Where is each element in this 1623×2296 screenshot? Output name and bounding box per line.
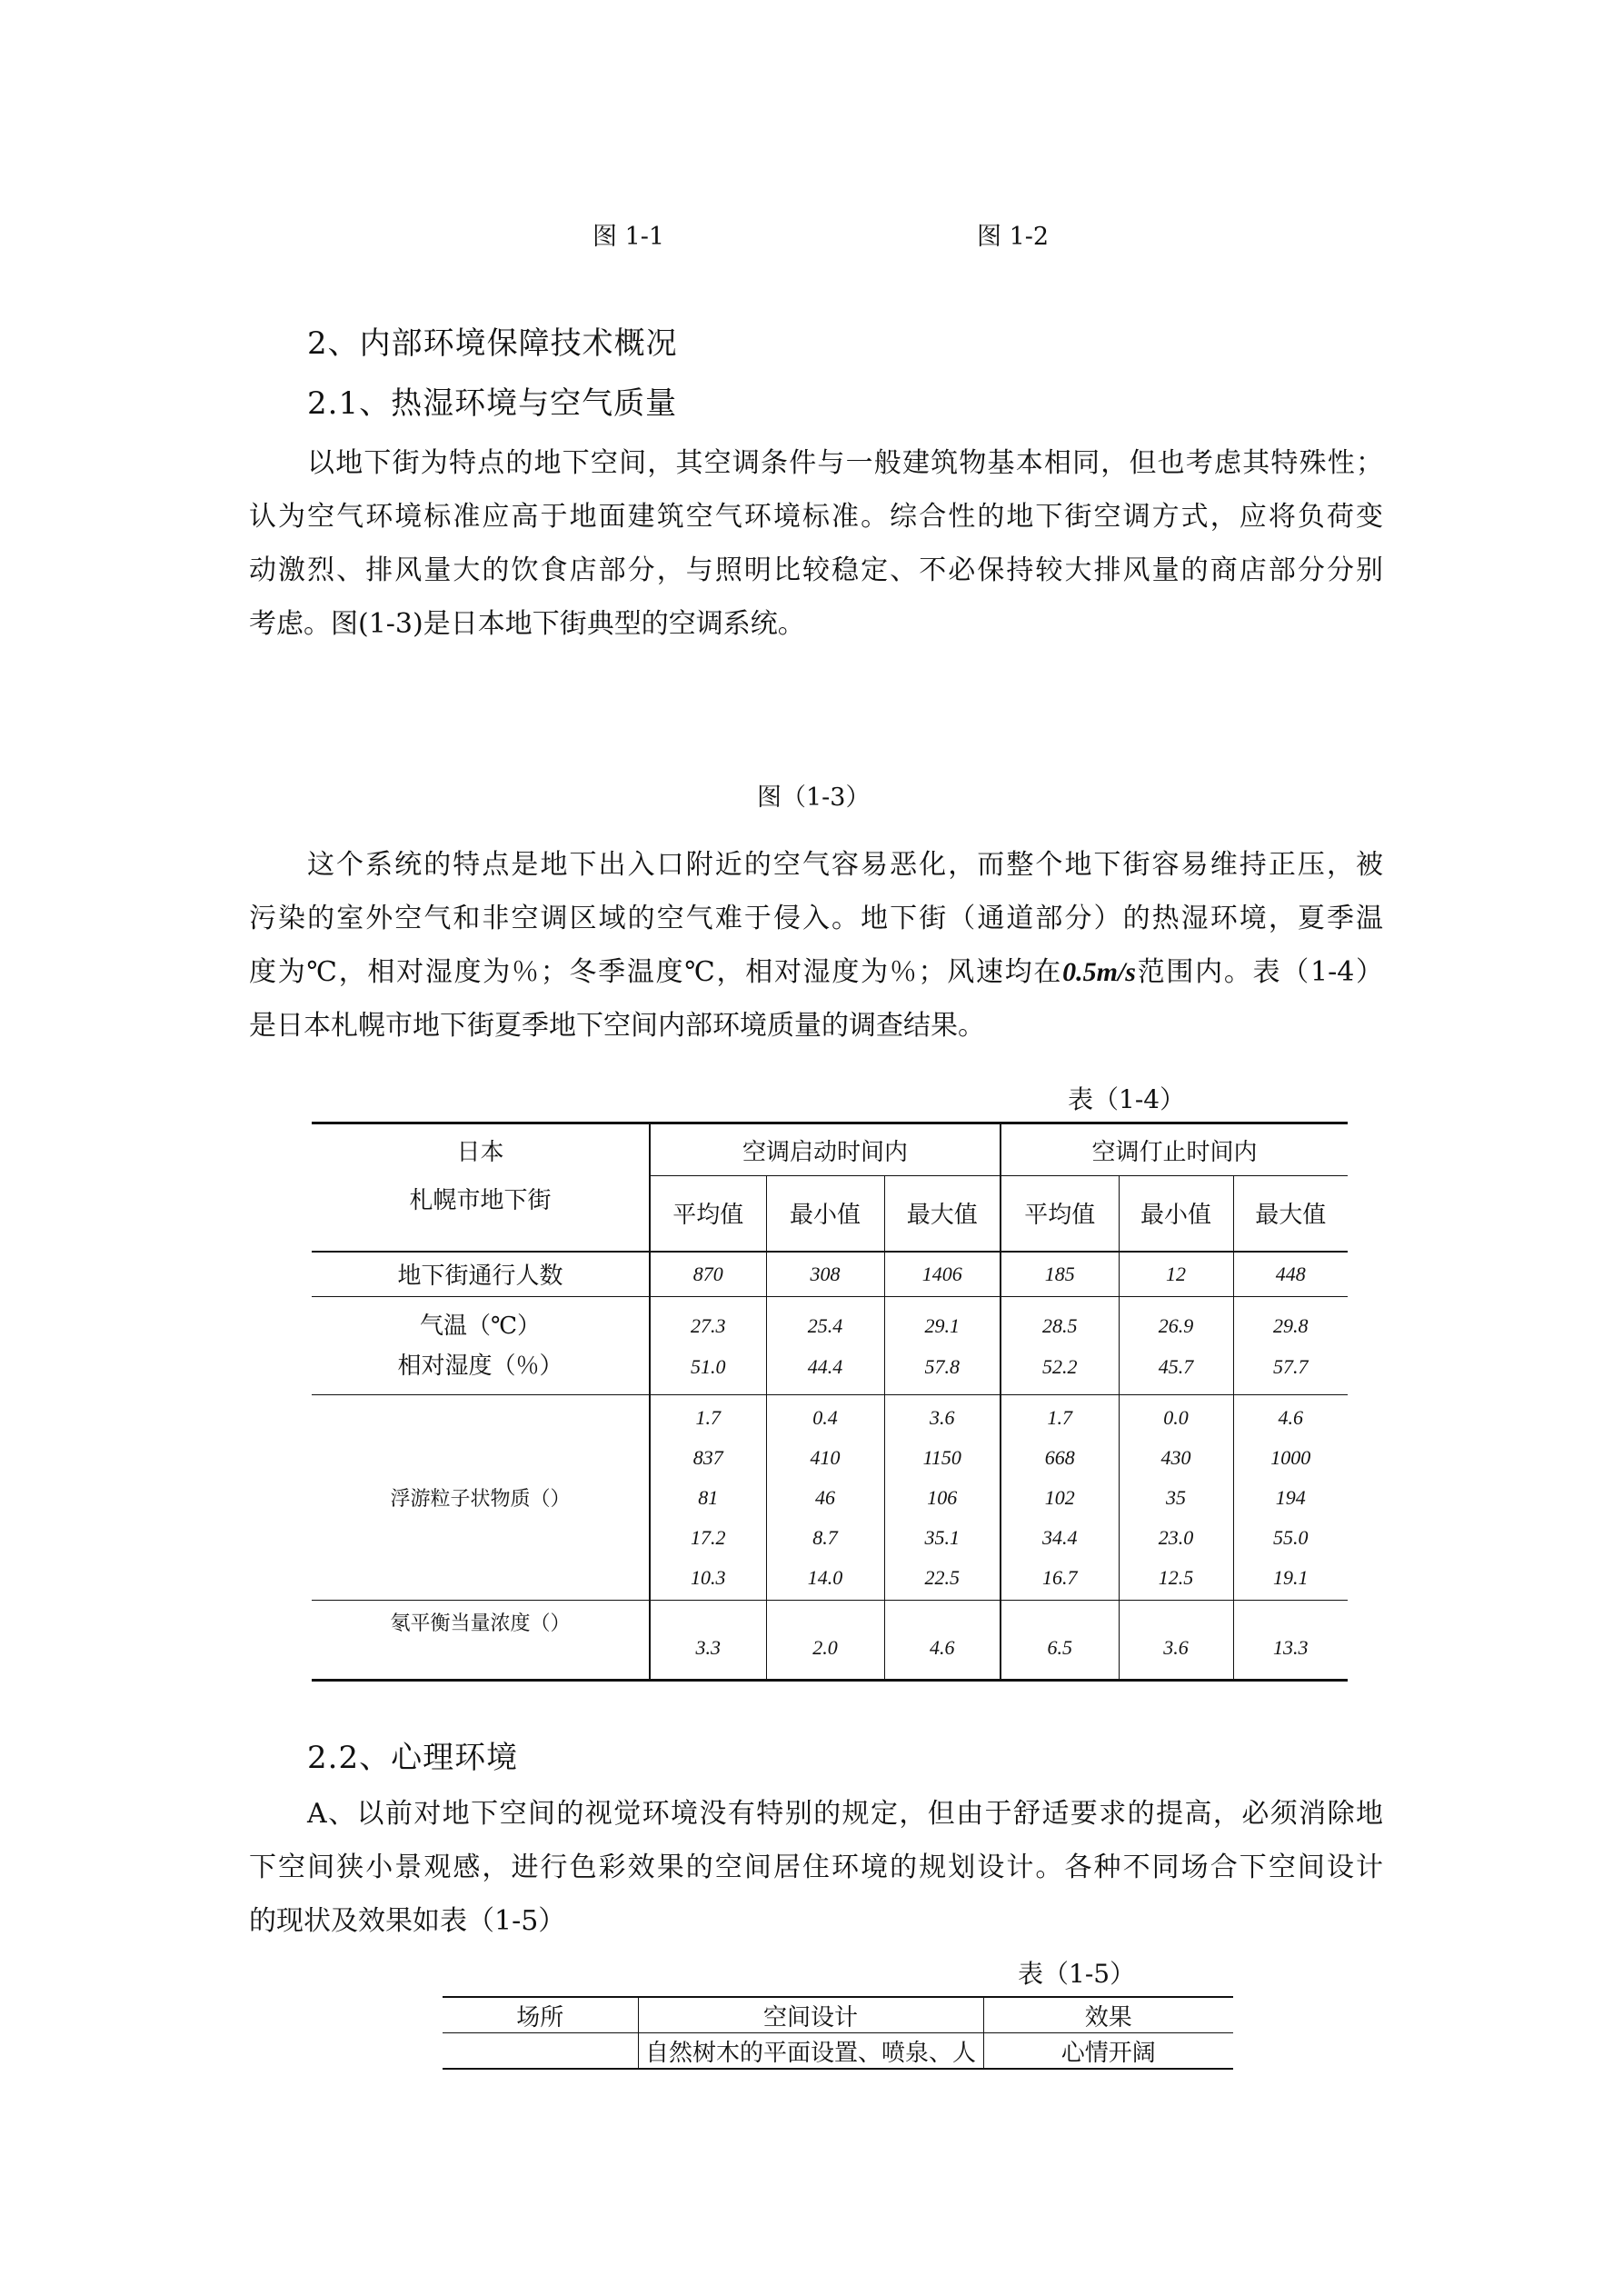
cell-value: 102 <box>1044 1485 1075 1509</box>
table-header-cell: 日本 <box>312 1123 650 1176</box>
cell-value: 410 <box>810 1445 841 1469</box>
text-line <box>249 945 1383 999</box>
table-row <box>312 1395 1348 1601</box>
table-cell <box>1119 1395 1233 1601</box>
text-line: 污染的室外空气和非空调区域的空气难于侵入。地下街（通道部分）的热湿环境，夏季温 <box>249 903 1383 934</box>
table-cell: 3.6 <box>1119 1601 1233 1681</box>
cell-value: 52.2 <box>1042 1354 1078 1378</box>
cell-value: 14.0 <box>807 1565 843 1589</box>
cell-value: 3.6 <box>930 1405 955 1429</box>
table-row <box>443 2033 1233 2070</box>
cell-value: 837 <box>692 1445 723 1469</box>
table-cell: 308 <box>766 1252 884 1297</box>
row-label: 浮游粒子状物质（） <box>312 1395 650 1601</box>
table-header-cell: 场所 <box>443 1997 638 2033</box>
cell-value: 1.7 <box>1047 1405 1072 1429</box>
text-line: 是日本札幌市地下街夏季地下空间内部环境质量的调查结果。 <box>249 1010 985 1042</box>
table-subheader-cell: 最大值 <box>1255 1202 1327 1230</box>
table-cell: 3.3 <box>650 1601 766 1681</box>
text-line: 以地下街为特点的地下空间，其空调条件与一般建筑物基本相同，但也考虑其特殊性； <box>307 447 1383 479</box>
section-2-2-heading: 2.2、心理环境 <box>307 1740 519 1776</box>
table-cell: 4.6 <box>884 1601 1001 1681</box>
row-label-line: 气温（℃） <box>419 1312 542 1340</box>
paragraph-system-features <box>249 838 1383 1053</box>
table-cell <box>884 1297 1001 1395</box>
table-subheader-cell: 最小值 <box>766 1176 884 1252</box>
wind-speed-value: 0.5m/s <box>1062 957 1136 987</box>
cell-value: 22.5 <box>924 1565 960 1589</box>
table-cell <box>1233 1297 1348 1395</box>
table-subheader-cell: 平均值 <box>650 1176 766 1252</box>
text-line: 考虑。图(1-3)是日本地下街典型的空调系统。 <box>249 608 805 640</box>
table-cell <box>650 1395 766 1601</box>
paragraph-air-quality <box>249 436 1383 651</box>
cell-value: 16.7 <box>1042 1565 1078 1589</box>
row-label <box>312 1297 650 1395</box>
cell-value: 1.7 <box>695 1405 721 1429</box>
cell-value: 23.0 <box>1158 1525 1194 1549</box>
cell-value: 29.1 <box>924 1313 960 1337</box>
table-cell: 1406 <box>884 1252 1001 1297</box>
cell-value: 27.3 <box>691 1313 726 1337</box>
row-label: 地下街通行人数 <box>312 1252 650 1297</box>
table-header-row <box>312 1123 1348 1176</box>
cell-value: 35.1 <box>924 1525 960 1549</box>
table-cell: 870 <box>650 1252 766 1297</box>
table-header-row <box>443 1997 1233 2033</box>
table-subheader-cell: 最大值 <box>884 1176 1001 1252</box>
cell-value: 25.4 <box>807 1313 843 1337</box>
section-2-heading: 2、内部环境保障技术概况 <box>307 325 678 362</box>
table-cell <box>650 1297 766 1395</box>
cell-value: 55.0 <box>1273 1525 1309 1549</box>
table-cell <box>443 2033 638 2070</box>
text-line: 动激烈、排风量大的饮食店部分，与照明比较稳定、不必保持较大排风量的商店部分分别 <box>249 554 1383 586</box>
table-cell <box>1119 1297 1233 1395</box>
cell-value: 1150 <box>922 1445 961 1469</box>
table-row <box>312 1252 1348 1297</box>
table-cell <box>1233 1395 1348 1601</box>
table-row <box>312 1601 1348 1681</box>
cell-value: 8.7 <box>812 1525 838 1549</box>
cell-value: 35 <box>1166 1485 1186 1509</box>
cell-value: 26.9 <box>1158 1313 1194 1337</box>
cell-value: 46 <box>815 1485 835 1509</box>
table-group-header: 空调启动时间内 <box>650 1123 1001 1176</box>
cell-value: 28.5 <box>1042 1313 1078 1337</box>
table-1-5 <box>443 1996 1233 2070</box>
paragraph-visual-environment <box>249 1787 1383 1948</box>
figure-label-1-3: 图（1-3） <box>757 784 871 812</box>
cell-value: 34.4 <box>1042 1525 1078 1549</box>
section-2-1-heading: 2.1、热湿环境与空气质量 <box>307 385 678 422</box>
table-cell <box>884 1395 1001 1601</box>
table-header-cell: 空间设计 <box>638 1997 983 2033</box>
table-cell: 13.3 <box>1273 1636 1309 1659</box>
table-subheader-cell: 最小值 <box>1119 1176 1233 1252</box>
cell-value: 51.0 <box>691 1354 726 1378</box>
table-header-cell: 效果 <box>1084 2003 1132 2031</box>
table-1-4 <box>312 1122 1348 1682</box>
row-label: 氡平衡当量浓度（） <box>312 1601 650 1681</box>
table-cell: 6.5 <box>1001 1601 1119 1681</box>
cell-value: 81 <box>698 1485 719 1509</box>
table-cell <box>766 1297 884 1395</box>
text-segment: 度为℃，相对湿度为％；冬季温度℃，相对湿度为％；风速均在 <box>249 956 1063 988</box>
table-subheader-cell: 平均值 <box>1001 1176 1119 1252</box>
text-line: 这个系统的特点是地下出入口附近的空气容易恶化，而整个地下街容易维持正压，被 <box>307 849 1383 881</box>
cell-value: 29.8 <box>1273 1313 1309 1337</box>
text-segment: 范围内。表（1-4） <box>1135 956 1384 988</box>
cell-value: 194 <box>1275 1485 1306 1509</box>
cell-value: 0.0 <box>1163 1405 1189 1429</box>
figure-label-1-1: 图 1-1 <box>592 223 665 251</box>
cell-value: 57.7 <box>1273 1354 1309 1378</box>
table-cell <box>766 1395 884 1601</box>
cell-value: 10.3 <box>691 1565 726 1589</box>
cell-value: 19.1 <box>1273 1565 1309 1589</box>
cell-value: 106 <box>927 1485 958 1509</box>
text-line: 认为空气环境标准应高于地面建筑空气环境标准。综合性的地下街空调方式，应将负荷变 <box>249 501 1383 533</box>
table-cell: 心情开阔 <box>1060 2039 1156 2067</box>
table-cell: 2.0 <box>766 1601 884 1681</box>
cell-value: 0.4 <box>812 1405 838 1429</box>
cell-value: 45.7 <box>1158 1354 1194 1378</box>
table-cell: 12 <box>1119 1252 1233 1297</box>
table-cell: 185 <box>1001 1252 1119 1297</box>
table-cell: 448 <box>1275 1262 1306 1285</box>
table-1-4-caption: 表（1-4） <box>1068 1084 1186 1114</box>
text-line: 下空间狭小景观感，进行色彩效果的空间居住环境的规划设计。各种不同场合下空间设计 <box>249 1852 1383 1883</box>
text-line: A、以前对地下空间的视觉环境没有特别的规定，但由于舒适要求的提高，必须消除地 <box>307 1798 1383 1830</box>
cell-value: 1000 <box>1270 1445 1311 1469</box>
text-line: 的现状及效果如表（1-5） <box>249 1905 566 1937</box>
table-cell <box>1001 1395 1119 1601</box>
cell-value: 17.2 <box>691 1525 726 1549</box>
table-subheader-row <box>312 1176 1348 1252</box>
table-cell <box>1001 1297 1119 1395</box>
cell-value: 430 <box>1160 1445 1191 1469</box>
table-cell: 自然树木的平面设置、喷泉、人 <box>638 2033 983 2070</box>
cell-value: 4.6 <box>1278 1405 1303 1429</box>
cell-value: 668 <box>1044 1445 1075 1469</box>
table-1-5-caption: 表（1-5） <box>1018 1959 1136 1989</box>
cell-value: 57.8 <box>924 1354 960 1378</box>
cell-value: 44.4 <box>807 1354 843 1378</box>
cell-value: 12.5 <box>1158 1565 1194 1589</box>
table-row <box>312 1297 1348 1395</box>
row-label-line: 相对湿度（％） <box>397 1352 563 1380</box>
table-group-header: 空调仃止时间内 <box>1001 1123 1348 1176</box>
table-header-cell: 札幌市地下街 <box>312 1176 650 1252</box>
figure-label-1-2: 图 1-2 <box>977 223 1050 251</box>
